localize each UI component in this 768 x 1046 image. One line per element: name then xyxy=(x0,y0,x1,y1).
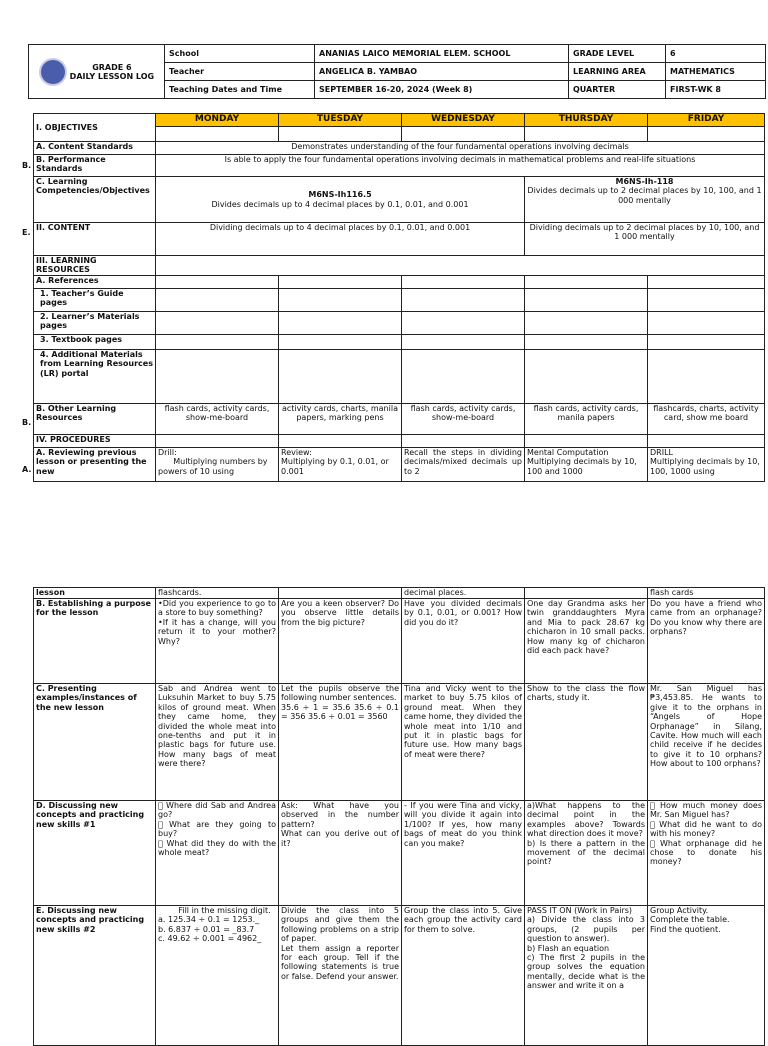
header-table xyxy=(28,44,766,99)
presenting-friday: Mr. San Miguel has ₱3,453.85. He wants to give it to the orphans in “Angels of Hope Orphanage” in Silang, Cavite. How much will each child receive if he decides to give it to 10 orphans? How about to 100 orphans? xyxy=(648,684,765,801)
reviewing-tuesday: Review: Multiplying by 0.1, 0.01, or 0.001 xyxy=(279,448,402,482)
other-resources-wednesday: flash cards, activity cards, show-me-board xyxy=(402,404,525,435)
presenting-tuesday: Let the pupils observe the following number sentences. 35.6 ÷ 1 = 35.6 35.6 ÷ 0.1 = 356 35.6 ÷ 0.01 = 3560 xyxy=(279,684,402,801)
discussing-1-wednesday: - If you were Tina and vicky, will you divide it again into 1/100? If yes, how many bags of meat do you think can you make? xyxy=(402,801,525,906)
presenting-label: C. Presenting examples/instances of the new lesson xyxy=(34,684,156,801)
day-header-tuesday: TUESDAY xyxy=(279,114,402,127)
competency-code-2: M6NS-Ih-118 xyxy=(615,177,674,186)
reviewing-wednesday: Recall the steps in dividing decimals/mixed decimals up to 2 xyxy=(402,448,525,482)
dates-value: SEPTEMBER 16-20, 2024 (Week 8) xyxy=(315,81,569,99)
competency-thu-fri xyxy=(525,177,765,223)
school-label: School xyxy=(165,45,315,63)
discussing-2-friday: Group Activity. Complete the table. Find the quotient. xyxy=(648,906,765,1046)
presenting-thursday: Show to the class the flow charts, study it. xyxy=(525,684,648,801)
objectives-label: I. OBJECTIVES xyxy=(34,114,156,142)
performance-standards-label: B. Performance Standards xyxy=(34,155,156,177)
lesson-monday: flashcards. xyxy=(156,588,279,599)
additional-materials-label: 4. Additional Materials from Learning Resources (LR) portal xyxy=(34,350,156,404)
quarter-label: QUARTER xyxy=(569,81,666,99)
content-thu-fri-line1: Dividing decimals up to 2 decimal places by 10, 100, and xyxy=(529,223,760,232)
presenting-wednesday: Tina and Vicky went to the market to buy 5.75 kilos of ground meat. When they came home, they divided the whole meat into 1/10 and put it in plastic bags for future use. How many bags of meat were there? xyxy=(402,684,525,801)
presenting-monday: Sab and Andrea went to Luksuhin Market to buy 5.75 kilos of ground meat. When they came home, they divided the whole meat into one-tenths and put it in plastic bags for future use. How many bags of meat were there? xyxy=(156,684,279,801)
log-title xyxy=(70,63,154,81)
purpose-friday: Do you have a friend who came from an orphanage? Do you know why there are orphans? xyxy=(648,599,765,684)
learning-area-value: MATHEMATICS xyxy=(666,63,766,81)
quarter-value: FIRST-WK 8 xyxy=(666,81,766,99)
discussing-1-friday: How much money does Mr. San Miguel has? What did he want to do with his money? What orphanage did he chose to donate his money? xyxy=(648,801,765,906)
lesson-log-table-page2 xyxy=(33,587,765,1046)
reviewing-friday: DRILL Multiplying decimals by 10, 100, 1000 using xyxy=(648,448,765,482)
performance-standards-value: Is able to apply the four fundamental operations involving decimals in mathematical problems and real-life situations xyxy=(156,155,765,177)
reviewing-monday: Drill: Multiplying numbers by powers of 10 using xyxy=(156,448,279,482)
row-marker-b2: B. xyxy=(22,418,32,427)
content-label: II. CONTENT xyxy=(34,223,156,256)
discussing-1-thursday: a)What happens to the decimal point in the examples above? Towards what direction does it move? b) Is there a pattern in the movement of the decimal point? xyxy=(525,801,648,906)
day-header-thursday: THURSDAY xyxy=(525,114,648,127)
grade-level-label: GRADE LEVEL xyxy=(569,45,666,63)
day-header-friday: FRIDAY xyxy=(648,114,765,127)
learning-resources-label: III. LEARNING RESOURCES xyxy=(34,256,156,276)
other-resources-thursday: flash cards, activity cards, manila papers xyxy=(525,404,648,435)
log-title-name: DAILY LESSON LOG xyxy=(69,71,155,81)
purpose-monday: •Did you experience to go to a store to buy something? •If it has a change, will you return it to your mother? Why? xyxy=(156,599,279,684)
lesson-tuesday xyxy=(279,588,402,599)
learners-materials-label: 2. Learner’s Materials pages xyxy=(34,312,156,335)
lesson-friday: flash cards xyxy=(648,588,765,599)
discussing-2-tuesday: Divide the class into 5 groups and give them the following problems on a strip of paper. Let them assign a reporter for each group. Tell if the following statements is true or false. Defend your answer. xyxy=(279,906,402,1046)
lesson-wednesday: decimal places. xyxy=(402,588,525,599)
teacher-label: Teacher xyxy=(165,63,315,81)
reviewing-thursday: Mental Computation Multiplying decimals by 10, 100 and 1000 xyxy=(525,448,648,482)
competency-mon-wed xyxy=(156,177,525,223)
content-mon-wed: Dividing decimals up to 4 decimal places by 0.1, 0.01, and 0.001 xyxy=(156,223,525,256)
competency-code-1: M6NS-Ih116.5 xyxy=(308,190,372,200)
procedures-label: IV. PROCEDURES xyxy=(34,435,156,448)
lesson-log-table xyxy=(33,113,765,482)
discussing-2-wednesday: Group the class into 5. Give each group the activity card for them to solve. xyxy=(402,906,525,1046)
other-resources-monday: flash cards, activity cards, show-me-board xyxy=(156,404,279,435)
row-marker-a: A. xyxy=(22,465,32,474)
purpose-label: B. Establishing a purpose for the lesson xyxy=(34,599,156,684)
purpose-tuesday: Are you a keen observer? Do you observe little details from the big picture? xyxy=(279,599,402,684)
school-value: ANANIAS LAICO MEMORIAL ELEM. SCHOOL xyxy=(315,45,569,63)
day-header-wednesday: WEDNESDAY xyxy=(402,114,525,127)
discussing-2-thursday: PASS IT ON (Work in Pairs) a) Divide the class into 3 groups, (2 pupils per question to answer). b) Flash an equation c) The first 2 pupils in the group solves the equation mentally, decide what is the answer and write it on a xyxy=(525,906,648,1046)
deped-seal-icon xyxy=(39,58,67,86)
grade-level-value: 6 xyxy=(666,45,766,63)
day-header-monday: MONDAY xyxy=(156,114,279,127)
content-standards-value: Demonstrates understanding of the four fundamental operations involving decimals xyxy=(156,142,765,155)
textbook-pages-label: 3. Textbook pages xyxy=(34,335,156,350)
reviewing-label: A. Reviewing previous lesson or presenting the new xyxy=(34,448,156,482)
dates-label: Teaching Dates and Time xyxy=(165,81,315,99)
purpose-wednesday: Have you divided decimals by 0.1, 0.01, or 0.001? How did you do it? xyxy=(402,599,525,684)
discussing-1-label: D. Discussing new concepts and practicing new skills #1 xyxy=(34,801,156,906)
lesson-label: lesson xyxy=(34,588,156,599)
discussing-2-monday: Fill in the missing digit. a. 125.34 ÷ 0.1 = 1253._ b. 6.837 ÷ 0.01 = _83.7 c. 49.62 ÷ 0.001 = 4962_ xyxy=(156,906,279,1046)
teacher-value: ANGELICA B. YAMBAO xyxy=(315,63,569,81)
discussing-2-label: E. Discussing new concepts and practicing new skills #2 xyxy=(34,906,156,1046)
competency-text-1: Divides decimals up to 4 decimal places by 0.1, 0.01, and 0.001 xyxy=(211,199,469,209)
other-resources-label: B. Other Learning Resources xyxy=(34,404,156,435)
row-marker-e: E. xyxy=(22,228,31,237)
content-standards-label: A. Content Standards xyxy=(34,142,156,155)
competencies-label: C. Learning Competencies/Objectives xyxy=(34,177,156,223)
discussing-1-tuesday: Ask: What have you observed in the number pattern? What can you derive out of it? xyxy=(279,801,402,906)
discussing-1-monday: Where did Sab and Andrea go? What are they going to buy? What did they do with the whole meat? xyxy=(156,801,279,906)
other-resources-tuesday: activity cards, charts, manila papers, marking pens xyxy=(279,404,402,435)
content-thu-fri xyxy=(525,223,765,256)
competency-text-2: Divides decimals up to 2 decimal places by 10, 100, and 1 000 mentally xyxy=(527,186,762,205)
content-thu-fri-line2: 1 000 mentally xyxy=(614,232,675,242)
purpose-thursday: One day Grandma asks her twin granddaughters Myra and Mia to pack 28.67 kg chicharon in 10 small packs. How many kg of chicharon did each pack have? xyxy=(525,599,648,684)
lesson-thursday xyxy=(525,588,648,599)
log-title-grade: GRADE 6 xyxy=(92,62,132,72)
other-resources-friday: flashcards, charts, activity card, show me board xyxy=(648,404,765,435)
learning-area-label: LEARNING AREA xyxy=(569,63,666,81)
header-logo-cell xyxy=(29,45,165,99)
references-label: A. References xyxy=(34,276,156,289)
row-marker-b: B. xyxy=(22,161,32,170)
teachers-guide-label: 1. Teacher’s Guide pages xyxy=(34,289,156,312)
